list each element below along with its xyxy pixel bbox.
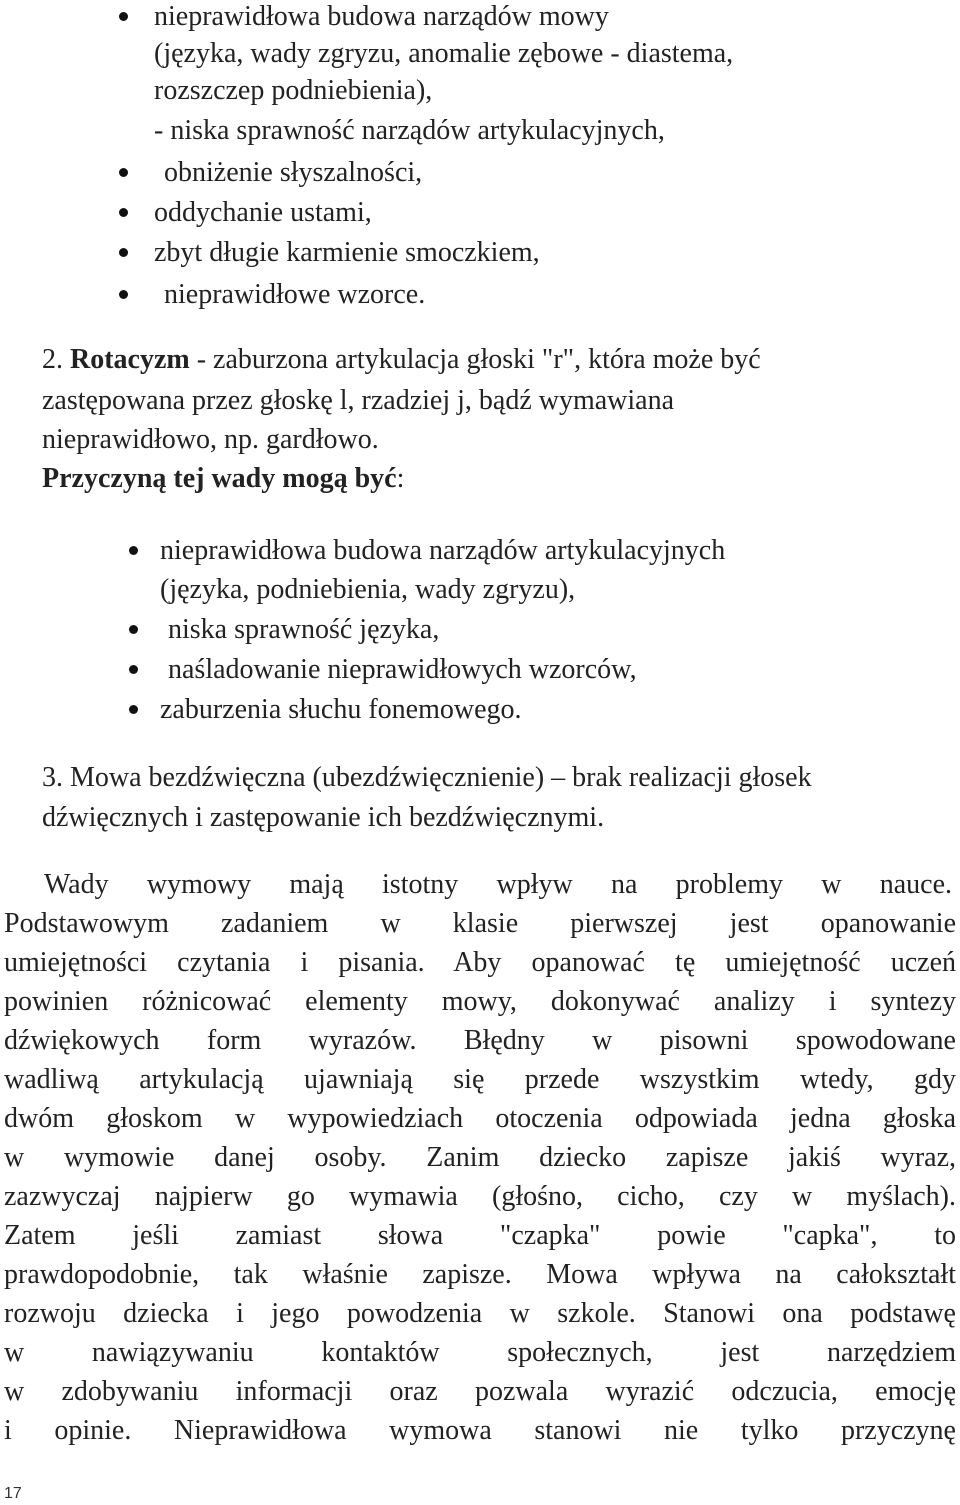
bullet-icon — [119, 248, 128, 257]
section-2-line-2: zastępowana przez głoskę l, rzadziej j, bądź wymawiana — [42, 385, 675, 416]
paragraph-line-13: w nawiązywaniu kontaktów społecznych, jest narzędziem — [4, 1337, 956, 1368]
bullet-icon — [129, 625, 138, 634]
list1-item-2: obniżenie słyszalności, — [164, 157, 423, 188]
causes-heading-text: Przyczyną tej wady mogą być — [42, 463, 397, 494]
section-3-line-2: dźwięcznych i zastępowanie ich bezdźwięcznymi. — [42, 802, 605, 833]
bullet-icon — [129, 665, 138, 674]
section-2-causes-heading — [42, 462, 404, 496]
bullet-icon — [129, 546, 138, 555]
page-number: 17 — [4, 1485, 22, 1502]
list2-item-1-cont: (języka, podniebienia, wady zgryzu), — [160, 574, 576, 605]
paragraph-line-15: i opinie. Nieprawidłowa wymowa stanowi nie tylko przyczynę — [4, 1415, 956, 1446]
list2-item-1: nieprawidłowa budowa narządów artykulacyjnych — [160, 535, 726, 566]
list1-item-1-cont-c: - niska sprawność narządów artykulacyjnych, — [154, 115, 665, 146]
list1-item-4: zbyt długie karmienie smoczkiem, — [154, 237, 540, 268]
section-2-term: Rotacyzm — [70, 344, 190, 375]
section-2-line-1 — [42, 343, 761, 377]
section-3-line-1: 3. Mowa bezdźwięczna (ubezdźwięcznienie) – brak realizacji głosek — [42, 762, 812, 793]
paragraph-line-11: prawdopodobnie, tak właśnie zapisze. Mowa wpływa na całokształt — [4, 1259, 956, 1290]
paragraph-line-7: dwóm głoskom w wypowiedziach otoczenia odpowiada jedna głoska — [4, 1103, 956, 1134]
paragraph-line-5: dźwiękowych form wyrazów. Błędny w pisowni spowodowane — [4, 1025, 956, 1056]
paragraph-line-9: zazwyczaj najpierw go wymawia (głośno, cicho, czy w myślach). — [4, 1181, 956, 1212]
section-2-number: 2. — [42, 344, 63, 375]
bullet-icon — [119, 208, 128, 217]
bullet-icon — [119, 168, 128, 177]
paragraph-line-2: Podstawowym zadaniem w klasie pierwszej jest opanowanie — [4, 908, 956, 939]
list1-item-1-cont-b: rozszczep podniebienia), — [154, 75, 433, 106]
paragraph-line-4: powinien różnicować elementy mowy, dokonywać analizy i syntezy — [4, 986, 956, 1017]
bullet-icon — [129, 705, 138, 714]
paragraph-line-12: rozwoju dziecka i jego powodzenia w szkole. Stanowi ona podstawę — [4, 1298, 956, 1329]
section-2-line-3: nieprawidłowo, np. gardłowo. — [42, 424, 379, 455]
paragraph-line-6: wadliwą artykulacją ujawniają się przede wszystkim wtedy, gdy — [4, 1064, 956, 1095]
section-2-text: - zaburzona artykulacja głoski "r", która może być — [189, 344, 761, 375]
causes-heading-colon: : — [396, 463, 405, 494]
bullet-icon — [119, 290, 128, 299]
bullet-icon — [119, 12, 128, 21]
paragraph-line-1: Wady wymowy mają istotny wpływ na problemy w nauce. — [44, 869, 952, 900]
paragraph-line-14: w zdobywaniu informacji oraz pozwala wyrazić odczucia, emocję — [4, 1376, 956, 1407]
list2-item-2: niska sprawność języka, — [168, 614, 440, 645]
list2-item-3: naśladowanie nieprawidłowych wzorców, — [168, 654, 637, 685]
list1-item-3: oddychanie ustami, — [154, 197, 372, 228]
list2-item-4: zaburzenia słuchu fonemowego. — [160, 694, 522, 725]
paragraph-line-10: Zatem jeśli zamiast słowa "czapka" powie "capka", to — [4, 1220, 956, 1251]
list1-item-1: nieprawidłowa budowa narządów mowy — [154, 1, 609, 32]
paragraph-line-8: w wymowie danej osoby. Zanim dziecko zapisze jakiś wyraz, — [4, 1142, 956, 1173]
paragraph-line-3: umiejętności czytania i pisania. Aby opanować tę umiejętność uczeń — [4, 947, 956, 978]
list1-item-5: nieprawidłowe wzorce. — [164, 279, 426, 310]
list1-item-1-cont-a: (języka, wady zgryzu, anomalie zębowe - diastema, — [154, 38, 734, 69]
